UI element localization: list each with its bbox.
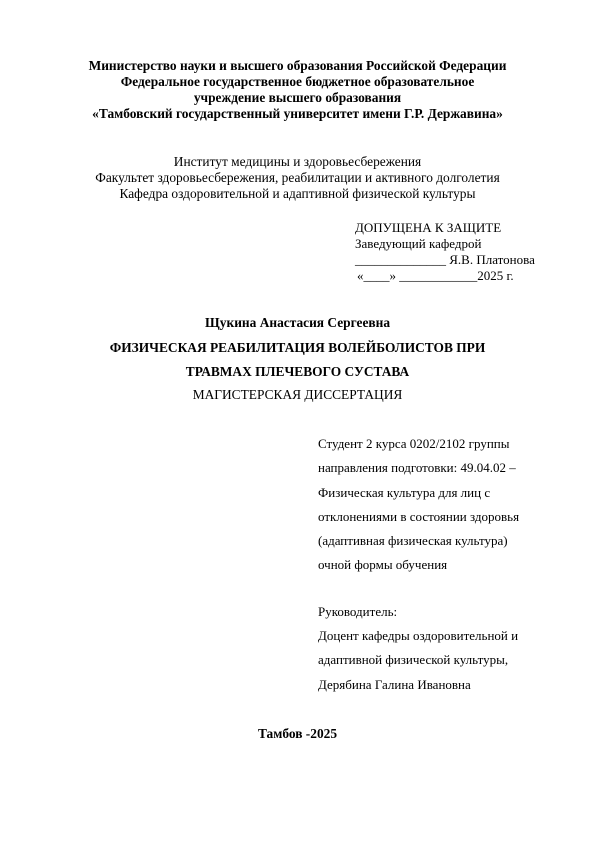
thesis-title-line-1: ФИЗИЧЕСКАЯ РЕАБИЛИТАЦИЯ ВОЛЕЙБОЛИСТОВ ПРИ	[109, 340, 486, 355]
supervisor-line-2: адаптивной физической культуры,	[318, 652, 509, 667]
student-line-6: очной формы обучения	[318, 557, 448, 572]
city-year: Тамбов -2025	[257, 726, 338, 741]
ministry-line-2: Федеральное государственное бюджетное образовательное	[120, 74, 475, 89]
ministry-line-1: Министерство науки и высшего образования Российской Федерации	[88, 58, 507, 73]
thesis-title-line-2: ТРАВМАХ ПЛЕЧЕВОГО СУСТАВА	[185, 364, 410, 379]
author-name: Щукина Анастасия Сергеевна	[204, 315, 391, 330]
student-line-5: (адаптивная физическая культура)	[318, 533, 508, 548]
approval-title: ДОПУЩЕНА К ЗАЩИТЕ	[355, 220, 502, 235]
student-line-2: направления подготовки: 49.04.02 –	[318, 460, 516, 475]
approval-position: Заведующий кафедрой	[355, 236, 482, 251]
supervisor-line-1: Доцент кафедры оздоровительной и	[318, 628, 519, 643]
thesis-type: МАГИСТЕРСКАЯ ДИССЕРТАЦИЯ	[192, 387, 403, 402]
approval-signature: ______________ Я.В. Платонова	[355, 252, 535, 267]
student-line-4: отклонениями в состоянии здоровья	[318, 509, 520, 524]
student-line-3: Физическая культура для лиц с	[318, 485, 491, 500]
supervisor-name: Дерябина Галина Ивановна	[318, 677, 471, 692]
student-line-1: Студент 2 курса 0202/2102 группы	[318, 436, 510, 451]
faculty-name: Факультет здоровьесбережения, реабилитации и активного долголетия	[95, 170, 500, 185]
department-name: Кафедра оздоровительной и адаптивной физической культуры	[119, 186, 476, 201]
supervisor-label: Руководитель:	[318, 604, 398, 619]
institute-name: Институт медицины и здоровьесбережения	[173, 154, 422, 169]
university-name: «Тамбовский государственный университет имени Г.Р. Державина»	[92, 106, 503, 121]
ministry-line-3: учреждение высшего образования	[193, 90, 402, 105]
approval-date: «____» ____________2025 г.	[357, 268, 514, 283]
